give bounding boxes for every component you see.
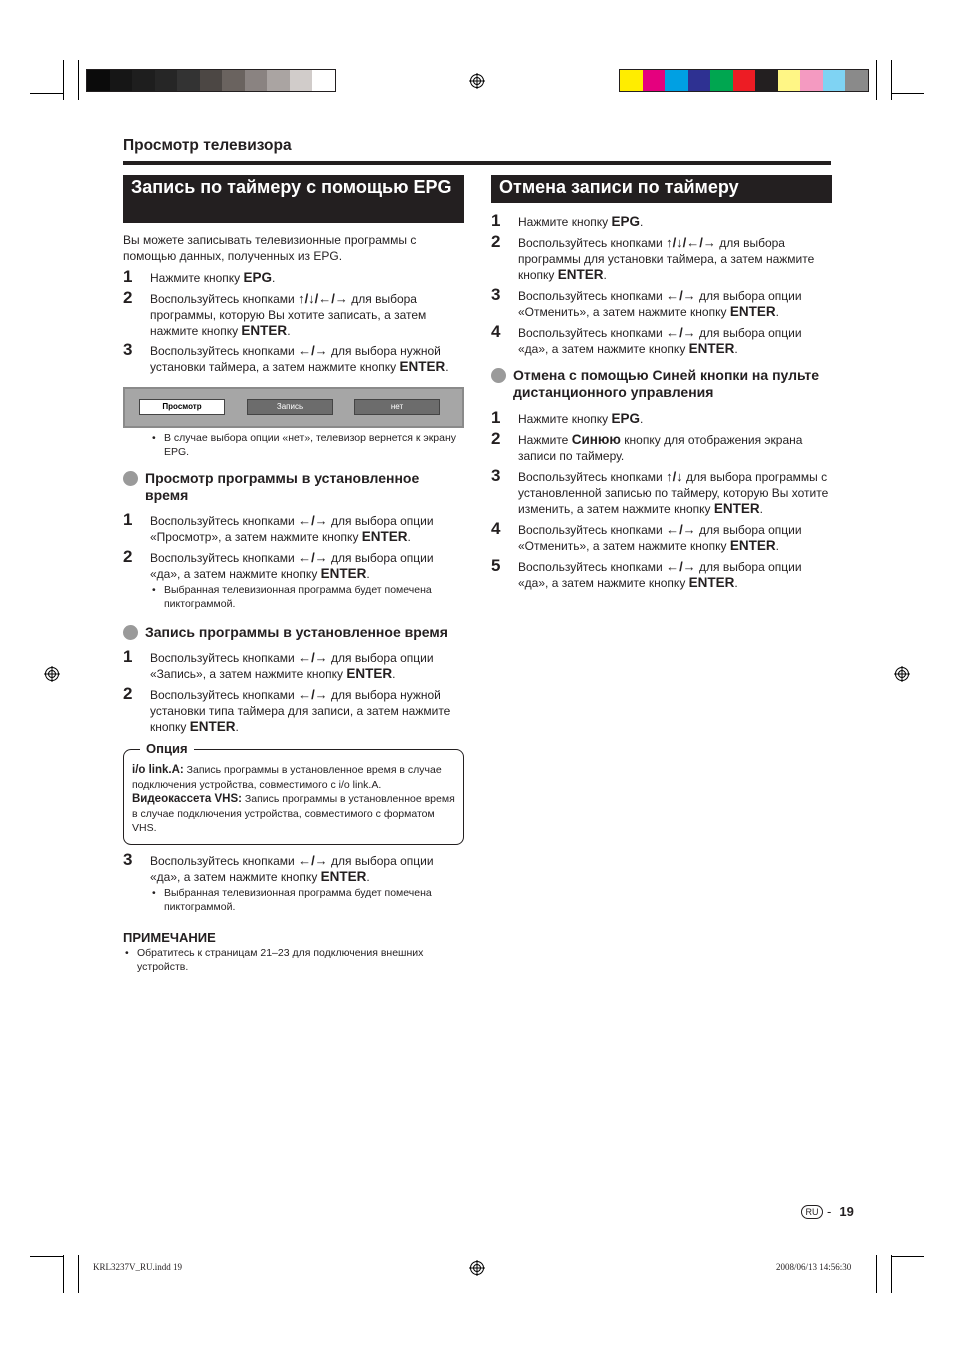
step [491, 466, 832, 517]
step-text: Воспользуйтесь кнопками [518, 236, 667, 250]
bullet-dot-icon [123, 471, 138, 486]
step-text: . [392, 667, 396, 681]
option-label: Видеокассета VHS: [132, 793, 242, 805]
step [123, 340, 464, 375]
step-number: 2 [491, 429, 501, 448]
color-swatch [688, 70, 711, 91]
crop-mark [876, 60, 877, 100]
screen-button-no: нет [354, 399, 440, 415]
option-text: Запись программы в установленное время в случае подключения устройства, совместимого с i/o link.A. [132, 764, 442, 791]
arrow-keys-icon: ←/→ [666, 325, 696, 340]
color-swatch [200, 70, 223, 91]
color-swatch [800, 70, 823, 91]
step-text: Воспользуйтесь кнопками [518, 523, 667, 537]
option-item [132, 763, 455, 792]
step [491, 408, 832, 427]
step-text: . [759, 502, 763, 516]
color-swatch [823, 70, 846, 91]
note-text: • Обратитесь к страницам 21–23 для подключения внешних устройств. [123, 946, 464, 974]
color-swatch [710, 70, 733, 91]
step-text: Воспользуйтесь кнопками [150, 853, 299, 868]
step-number: 3 [491, 466, 501, 485]
step-text: . [734, 576, 738, 590]
subhead-text: Запись программы в установленное время [145, 624, 448, 640]
right-column [491, 175, 832, 591]
page-number [801, 1204, 854, 1219]
crop-mark [78, 1255, 79, 1293]
crop-mark [30, 93, 63, 94]
step-text: . [734, 342, 738, 356]
subhead-text: Просмотр программы в установленное время [145, 470, 420, 503]
color-swatch [155, 70, 178, 91]
step-key: ENTER [729, 304, 776, 319]
step-text: Воспользуйтесь кнопками [150, 344, 299, 358]
screen-button-record: Запись [247, 399, 333, 415]
crop-mark [63, 60, 64, 100]
step [491, 211, 832, 230]
step [491, 232, 832, 283]
step-key: ENTER [361, 529, 408, 544]
step-key: ENTER [399, 359, 446, 374]
step-text: . [366, 567, 370, 581]
step-key: ENTER [320, 868, 367, 884]
color-swatch [665, 70, 688, 91]
crop-mark [876, 1255, 877, 1293]
step-number: 3 [491, 285, 501, 304]
step [123, 547, 464, 582]
step-text: . [366, 869, 370, 884]
page-dash: - [827, 1204, 832, 1219]
language-badge: RU [801, 1205, 823, 1219]
subhead-text: Отмена с помощью Синей кнопки на пульте дистанционного управления [513, 367, 820, 400]
step-text: кнопку для отображения экрана записи по таймеру. [518, 433, 803, 463]
step-text: для выбора опции «Запись», а затем нажмите кнопку [150, 651, 434, 681]
page-number-value: 19 [839, 1204, 854, 1219]
step-text: Воспользуйтесь кнопками [150, 651, 299, 665]
left-column [123, 175, 464, 974]
step-text: для выбора программы, которую Вы хотите записать, а затем нажмите кнопку [150, 292, 427, 338]
step-text: для выбора опции «да», а затем нажмите кнопку [518, 326, 802, 356]
step-text: Воспользуйтесь кнопками [150, 551, 299, 565]
step-key: ENTER [241, 323, 288, 338]
step-number: 1 [491, 211, 501, 230]
step-key: ENTER [557, 267, 604, 282]
bullet-dot-icon [491, 368, 506, 383]
step-number: 3 [123, 340, 133, 359]
step-text: Нажмите кнопку [518, 215, 612, 229]
note-title: ПРИМЕЧАНИЕ [123, 929, 216, 945]
subhead-view [123, 470, 464, 504]
step [123, 684, 464, 735]
right-banner: Отмена записи по таймеру [491, 175, 832, 203]
color-swatch [755, 70, 778, 91]
step-key: ENTER [346, 666, 393, 681]
step-number: 4 [491, 519, 501, 538]
step-number: 3 [123, 849, 133, 869]
step-text: для выбора опции «да», а затем нажмите кнопку [518, 560, 802, 590]
step-number: 5 [491, 556, 501, 575]
screen-illustration [123, 387, 464, 428]
arrow-keys-icon: ↑/↓/←/→ [298, 291, 348, 306]
step-key: EPG [243, 270, 272, 285]
step-number: 2 [123, 547, 133, 566]
step-number: 1 [123, 510, 133, 529]
step-text: Воспользуйтесь кнопками [150, 688, 299, 702]
step-key: EPG [611, 411, 640, 426]
crop-mark [891, 1255, 892, 1293]
step-key: ENTER [320, 566, 367, 581]
color-swatch [620, 70, 643, 91]
color-swatch [312, 70, 335, 91]
registration-mark-icon [44, 666, 60, 682]
step-text: . [639, 412, 644, 426]
step [123, 510, 464, 545]
section-rule [123, 161, 831, 165]
step-key: ENTER [688, 575, 735, 590]
subhead-record [123, 624, 464, 641]
left-banner: Запись по таймеру с помощью EPG [123, 175, 464, 223]
section-title: Просмотр телевизора [123, 137, 292, 154]
step [491, 429, 832, 464]
step [123, 267, 464, 286]
crop-mark [891, 93, 924, 94]
registration-mark-icon [894, 666, 910, 682]
step-text: . [407, 530, 411, 544]
color-swatch [643, 70, 666, 91]
step-number: 1 [491, 408, 501, 427]
step-number: 2 [123, 288, 133, 307]
option-label: i/o link.A: [132, 764, 184, 776]
crop-mark [30, 1256, 63, 1257]
option-item [132, 792, 455, 836]
arrow-keys-icon: ←/→ [298, 650, 328, 665]
option-text: Запись программы в установленное время в случае подключения устройства, совместимого с форматом VHS. [132, 793, 455, 834]
slug-file: KRL3237V_RU.indd 19 [93, 1262, 183, 1272]
screen-note: • В случае выбора опции «нет», телевизор вернется к экрану EPG. [150, 431, 464, 459]
step-key: Синюю [571, 432, 621, 447]
step-key: ENTER [189, 719, 236, 734]
intro-text: Вы можете записывать телевизионные программы с помощью данных, полученных из EPG. [123, 233, 417, 263]
step-text: . [235, 720, 239, 734]
color-swatch [778, 70, 801, 91]
step [123, 849, 464, 885]
color-swatch [132, 70, 155, 91]
step-text: для выбора программы с установленной записью по таймеру, которую Вы хотите изменить, а затем нажмите кнопку [518, 470, 829, 516]
step [123, 288, 464, 339]
step-text: для выбора нужной установки типа таймера для записи, а затем нажмите кнопку [150, 688, 451, 734]
step-text: . [271, 271, 276, 285]
arrow-keys-icon: ←/→ [666, 559, 696, 574]
arrow-keys-icon: ←/→ [298, 852, 328, 868]
step [491, 519, 832, 554]
step-text: Воспользуйтесь кнопками [150, 514, 299, 528]
arrow-keys-icon: ↑/↓/←/→ [666, 235, 716, 250]
crop-mark [891, 60, 892, 100]
color-swatch [845, 70, 868, 91]
arrow-keys-icon: ←/→ [666, 522, 696, 537]
color-swatch [733, 70, 756, 91]
step-text: Нажмите [518, 433, 572, 447]
step [491, 285, 832, 320]
step-text: . [775, 539, 779, 553]
step-text: для выбора опции «Отменить», а затем нажмите кнопку [518, 289, 802, 319]
step-note: • Выбранная телевизионная программа будет помечена пиктограммой. [150, 886, 464, 914]
bullet-dot-icon [123, 625, 138, 640]
step [491, 556, 832, 591]
color-calibration-bar [619, 69, 869, 92]
step-text: для выбора программы для установки таймера, а затем нажмите кнопку [518, 236, 815, 282]
step-text: . [445, 360, 449, 374]
registration-mark-icon [469, 73, 485, 89]
step-text: Воспользуйтесь кнопками [518, 326, 667, 340]
step-text: Нажмите кнопку [518, 412, 612, 426]
step [491, 322, 832, 357]
step-number: 1 [123, 267, 133, 286]
slug-date: 2008/06/13 14:56:30 [776, 1262, 852, 1272]
color-swatch [290, 70, 313, 91]
color-swatch [177, 70, 200, 91]
step-text: Воспользуйтесь кнопками [518, 289, 667, 303]
step-text: для выбора опции «Отменить», а затем нажмите кнопку [518, 523, 802, 553]
screen-button-view: Просмотр [139, 399, 225, 415]
crop-mark [891, 1256, 924, 1257]
arrow-keys-icon: ←/→ [298, 343, 328, 358]
option-title: Опция [140, 742, 194, 756]
step-number: 2 [123, 684, 133, 703]
arrow-keys-icon: ←/→ [298, 550, 328, 565]
step-key: ENTER [688, 341, 735, 356]
step-text: для выбора опции «Просмотр», а затем нажмите кнопку [150, 514, 434, 544]
arrow-keys-icon: ←/→ [666, 288, 696, 303]
step-number: 1 [123, 647, 133, 666]
color-swatch [87, 70, 110, 91]
grayscale-calibration-bar [86, 69, 336, 92]
color-swatch [267, 70, 290, 91]
registration-mark-icon [469, 1260, 485, 1276]
step-key: ENTER [713, 501, 760, 516]
subhead-cancel-blue [491, 367, 832, 401]
step-text: . [639, 215, 644, 229]
arrow-keys-icon: ←/→ [298, 687, 328, 702]
step-text: для выбора опции «да», а затем нажмите кнопку [150, 551, 434, 581]
step-text: Воспользуйтесь кнопками [518, 470, 667, 484]
step-text: Воспользуйтесь кнопками [518, 560, 667, 574]
arrow-keys-icon: ↑/↓ [666, 469, 683, 484]
color-swatch [222, 70, 245, 91]
crop-mark [63, 1255, 64, 1293]
step-key: EPG [611, 214, 640, 229]
color-swatch [110, 70, 133, 91]
step-text: Воспользуйтесь кнопками [150, 292, 299, 306]
step-note: • Выбранная телевизионная программа будет помечена пиктограммой. [150, 583, 464, 611]
step-number: 2 [491, 232, 501, 251]
option-box [123, 741, 464, 845]
step-text: . [775, 305, 779, 319]
step-text: Нажмите кнопку [150, 271, 244, 285]
crop-mark [78, 60, 79, 100]
step [123, 647, 464, 682]
color-swatch [245, 70, 268, 91]
step-text: для выбора опции «да», а затем нажмите кнопку [150, 853, 434, 884]
step-key: ENTER [729, 538, 776, 553]
step-text: . [603, 268, 607, 282]
step-number: 4 [491, 322, 501, 341]
step-text: для выбора нужной установки таймера, а затем нажмите кнопку [150, 344, 441, 374]
step-text: . [287, 324, 291, 338]
arrow-keys-icon: ←/→ [298, 513, 328, 528]
